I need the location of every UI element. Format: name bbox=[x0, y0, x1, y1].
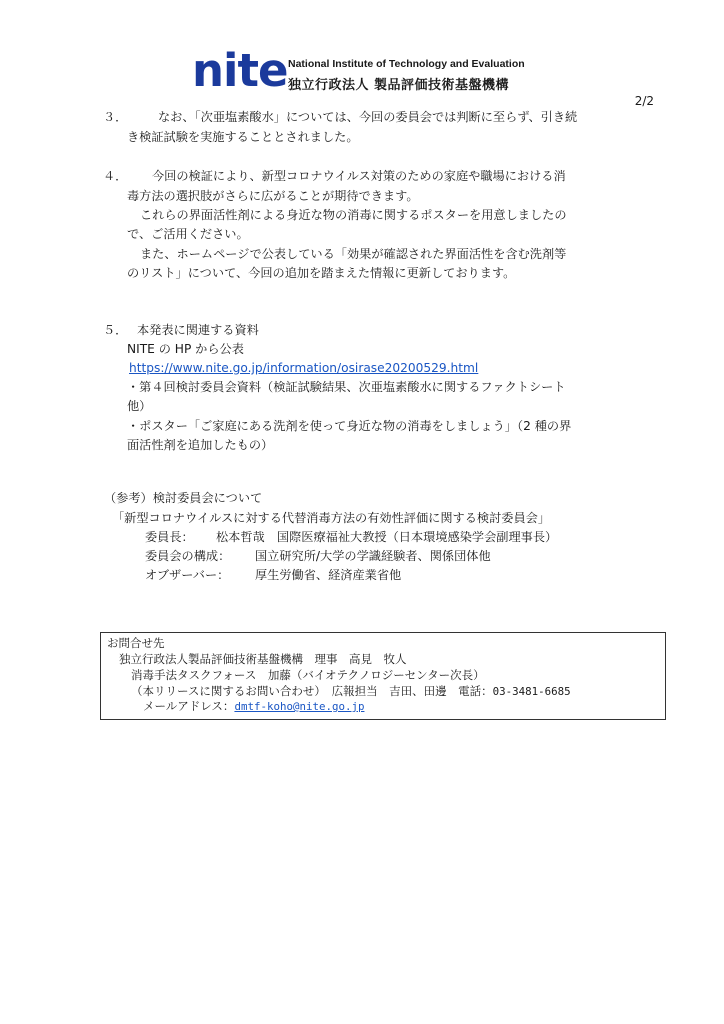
contact-box bbox=[100, 632, 666, 720]
section-4-line2: 毒方法の選択肢がさらに広がることが期待できます。 bbox=[127, 189, 419, 203]
members-label: 委員会の構成： bbox=[145, 549, 231, 563]
section-5-number: ５． bbox=[103, 323, 128, 337]
section-4-line3: これらの界面活性剤による身近な物の消毒に関するポスターを用意しましたの bbox=[140, 208, 567, 222]
material-item-2-line1: ・ポスター「ご家庭にある洗剤を使って身近な物の消毒をしましょう」（2 種の界 bbox=[127, 419, 572, 433]
section-4-line5: また、ホームページで公表している「効果が確認された界面活性を含む洗剤等 bbox=[140, 247, 567, 261]
contact-phone: 03-3481-6685 bbox=[492, 685, 571, 698]
section-3-number: ３． bbox=[103, 110, 128, 124]
contact-line-1: 独立行政法人製品評価技術基盤機構 理事 高見 牧人 bbox=[119, 652, 407, 666]
nite-logo bbox=[192, 44, 562, 97]
members-value: 国立研究所/大学の学識経験者、関係団体他 bbox=[255, 549, 491, 563]
observer-value: 厚生労働省、経済産業省他 bbox=[255, 568, 402, 582]
section-4-number: ４． bbox=[103, 169, 128, 183]
section-4-line6: のリスト」について、今回の追加を踏まえた情報に更新しております。 bbox=[127, 266, 516, 280]
contact-email-link[interactable]: dmtf-koho@nite.go.jp bbox=[234, 700, 365, 713]
section-5-title: 本発表に関連する資料 bbox=[137, 323, 259, 337]
section-4-line4: で、ご活用ください。 bbox=[127, 227, 249, 241]
contact-title: お問合せ先 bbox=[107, 636, 165, 650]
reference-title: （参考）検討委員会について bbox=[104, 491, 263, 505]
material-item-2-line2: 面活性剤を追加したもの） bbox=[127, 438, 274, 452]
chair-value: 松本哲哉 国際医療福祉大教授（日本環境感染学会副理事長） bbox=[216, 530, 558, 544]
contact-line-3-prefix: （本リリースに関するお問い合わせ） 広報担当 吉田、田邊 電話： bbox=[131, 684, 493, 698]
page-number: 2/2 bbox=[634, 94, 654, 108]
org-name-en: National Institute of Technology and Evaluation bbox=[288, 58, 525, 70]
contact-line-2: 消毒手法タスクフォース 加藤（バイオテクノロジーセンター次長） bbox=[131, 668, 485, 682]
release-url-link[interactable]: https://www.nite.go.jp/information/osirase20200529.html bbox=[129, 361, 479, 375]
chair-label: 委員長： bbox=[145, 530, 194, 544]
section-3-line2: き検証試験を実施することとされました。 bbox=[127, 130, 359, 144]
section-5-source: NITE の HP から公表 bbox=[127, 342, 244, 356]
material-item-1-line1: ・第４回検討委員会資料（検証試験結果、次亜塩素酸水に関するファクトシート bbox=[127, 380, 566, 394]
section-3-line1: なお、「次亜塩素酸水」については、今回の委員会では判断に至らず、引き続 bbox=[158, 110, 578, 124]
committee-name: 「新型コロナウイルスに対する代替消毒方法の有効性評価に関する検討委員会」 bbox=[112, 511, 551, 525]
observer-label: オブザーバー： bbox=[145, 568, 230, 582]
logo-mark: nite bbox=[192, 44, 288, 97]
material-item-1-line2: 他） bbox=[127, 399, 152, 413]
contact-email-label: メールアドレス： bbox=[143, 699, 235, 713]
contact-line-3 bbox=[131, 684, 571, 699]
section-4-line1: 今回の検証により、新型コロナウイルス対策のための家庭や職場における消 bbox=[152, 169, 566, 183]
contact-email-row bbox=[143, 699, 364, 714]
org-name-jp: 独立行政法人 製品評価技術基盤機構 bbox=[288, 78, 510, 93]
